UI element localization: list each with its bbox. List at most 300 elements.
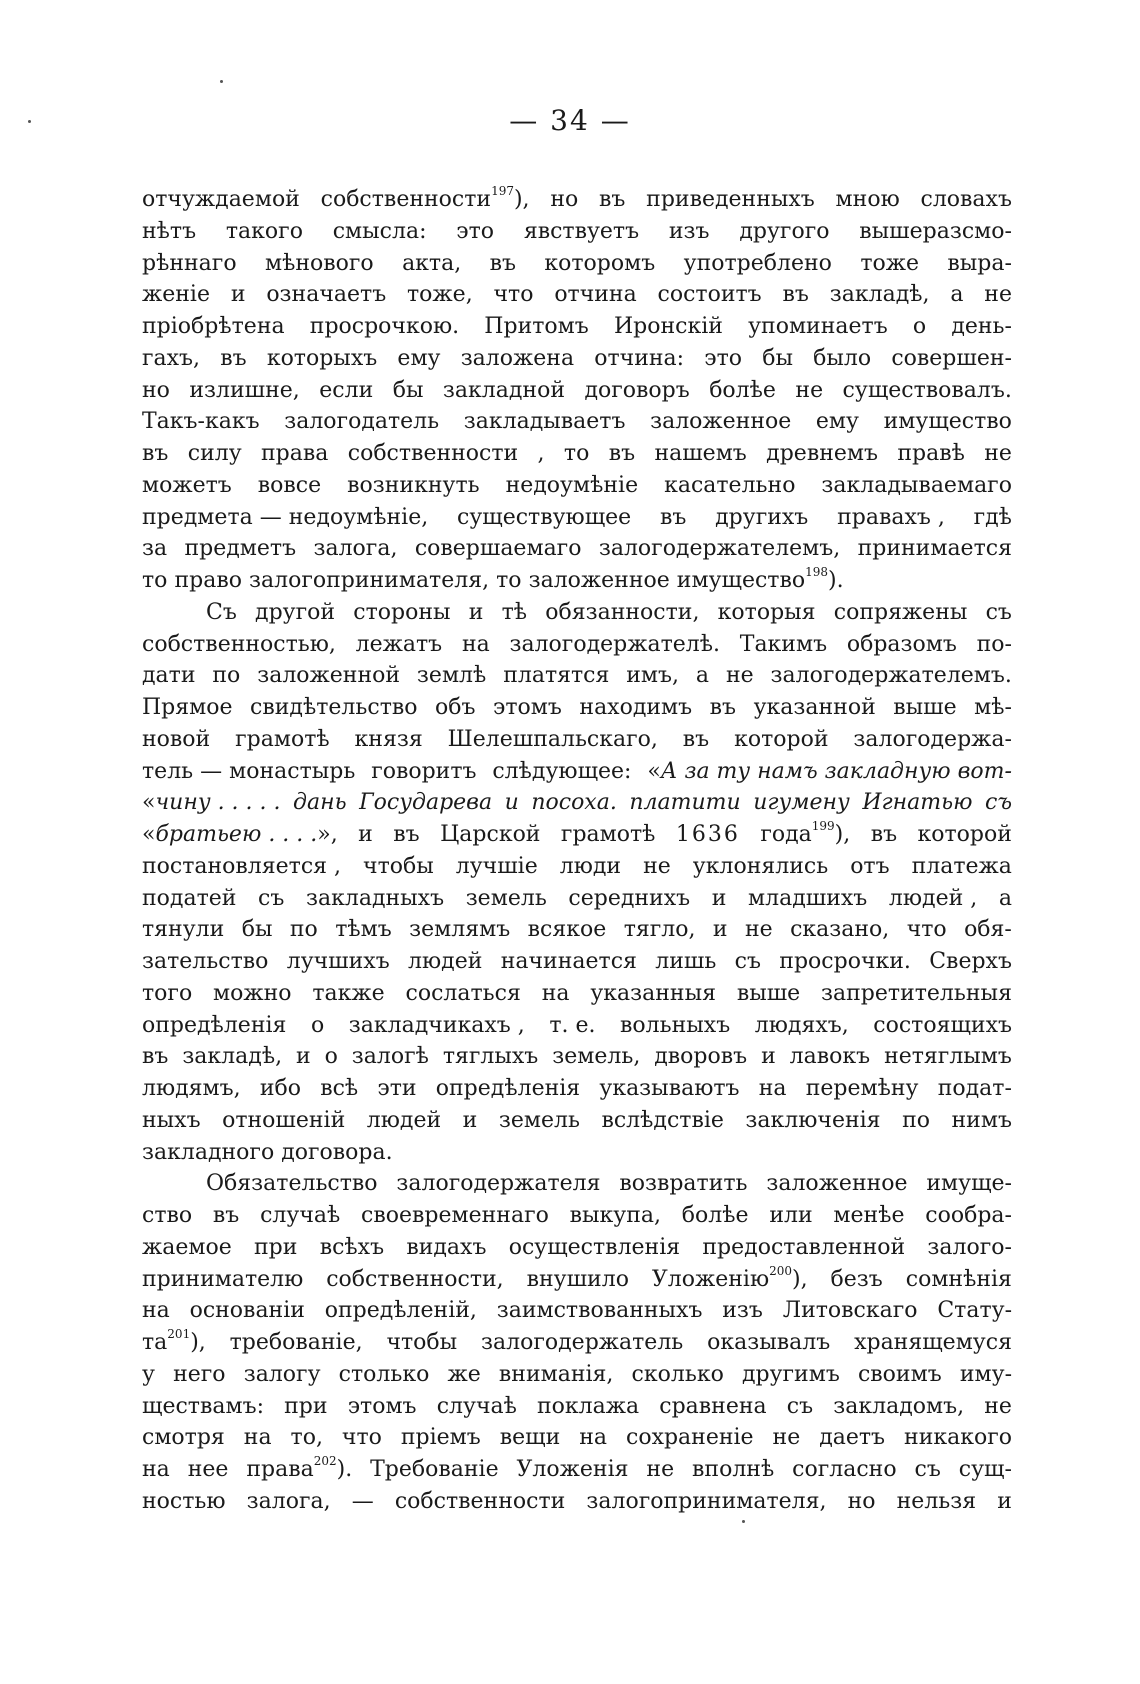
- footnote-ref: 202: [313, 1454, 337, 1468]
- word: изъ: [722, 1298, 763, 1324]
- word: землямъ: [409, 917, 511, 943]
- word: въ: [142, 441, 169, 466]
- word: у: [142, 1361, 155, 1387]
- word: сколько: [631, 1361, 724, 1387]
- word: можно: [213, 980, 292, 1006]
- word: право: [174, 568, 242, 593]
- word: на: [579, 1425, 608, 1451]
- word: мѣ-: [974, 695, 1012, 720]
- word: нѣтъ: [142, 218, 197, 244]
- word: что: [341, 1425, 382, 1451]
- word: указанныя: [590, 980, 716, 1006]
- word: лучшіе: [455, 853, 538, 879]
- word: лучшихъ: [286, 949, 390, 974]
- word: излишне,: [189, 377, 300, 403]
- word: не: [744, 917, 773, 943]
- word: заложенной: [257, 663, 401, 689]
- text-line: [142, 565, 1012, 597]
- word: по-: [976, 631, 1012, 657]
- word: въ: [393, 822, 420, 847]
- word: лишь: [655, 949, 717, 974]
- word: смысла:: [332, 218, 427, 244]
- word: другихъ: [715, 504, 809, 530]
- word: податей: [142, 885, 237, 911]
- word: оказывалъ: [707, 1330, 831, 1355]
- word: постановляется ,: [142, 853, 342, 879]
- word: сохраненіе: [626, 1425, 754, 1451]
- word: съ: [985, 790, 1012, 816]
- word: залогодатель: [284, 409, 440, 435]
- word: въ: [782, 282, 809, 308]
- word: иму-: [959, 1361, 1012, 1387]
- word: заложенное: [766, 1171, 908, 1197]
- word: залогу: [243, 1361, 321, 1387]
- word: въ: [870, 822, 898, 847]
- word: нимъ: [951, 1107, 1012, 1133]
- word: мною: [835, 187, 900, 212]
- text-line: [142, 1486, 1012, 1518]
- word: на: [541, 980, 570, 1006]
- word: состоящихъ: [873, 1012, 1012, 1038]
- word: собственности,: [326, 1266, 504, 1292]
- text-line: [142, 597, 1012, 629]
- word: выра-: [947, 250, 1012, 276]
- word: залогѣ: [351, 1044, 429, 1070]
- word: и: [462, 1107, 478, 1133]
- word: всякое: [527, 917, 607, 943]
- word: заимствованныхъ: [496, 1298, 703, 1324]
- word: сравнена: [659, 1393, 767, 1419]
- word: никакого: [904, 1425, 1012, 1451]
- word: заключенія: [745, 1107, 881, 1133]
- word: Такимъ: [739, 631, 828, 657]
- word: лежатъ: [355, 631, 443, 657]
- word: не: [772, 1425, 801, 1451]
- word: дань: [293, 790, 347, 816]
- text-line: [142, 1137, 1012, 1169]
- word: и: [711, 885, 727, 911]
- word: года$^{199}$),: [760, 819, 851, 847]
- word: тѣмъ: [335, 917, 392, 943]
- body-text: [142, 184, 1012, 1518]
- word: свидѣтельство: [250, 695, 418, 720]
- text-line: [142, 1264, 1012, 1296]
- word: въ: [489, 250, 516, 276]
- word: указываютъ: [599, 1076, 740, 1101]
- word: сообра-: [925, 1203, 1012, 1228]
- word: слѣдующее:: [492, 758, 632, 784]
- word: «чину . . . . .: [142, 790, 281, 816]
- word: и: [997, 1488, 1012, 1514]
- text-line: [142, 533, 1012, 565]
- word: имущество: [883, 409, 1012, 435]
- text-line: [142, 1391, 1012, 1423]
- word: правахъ ,: [837, 504, 945, 530]
- word: то: [142, 568, 168, 593]
- word: которой: [917, 822, 1012, 847]
- word: и: [712, 917, 728, 943]
- text-line: [142, 1041, 1012, 1073]
- word: но: [142, 377, 170, 403]
- word: въ: [659, 504, 687, 530]
- word: имущество$^{198}$).: [676, 565, 844, 593]
- word: но: [847, 1488, 876, 1514]
- word: сомнѣнія: [905, 1266, 1012, 1292]
- word: нельзя: [896, 1488, 977, 1514]
- word: не: [725, 663, 754, 689]
- word: людяхъ,: [754, 1012, 849, 1038]
- word: Сверхъ: [929, 949, 1012, 974]
- word: предоставленной: [702, 1234, 906, 1260]
- scan-speck: [742, 1520, 745, 1523]
- word: договора.: [281, 1139, 393, 1165]
- word: приведенныхъ: [646, 187, 815, 212]
- word: гдѣ: [973, 504, 1012, 530]
- word: и: [358, 822, 373, 847]
- word: это: [456, 218, 495, 244]
- word: пріобрѣтена: [142, 314, 285, 339]
- scan-speck: [220, 80, 223, 83]
- word: земель: [498, 1107, 580, 1133]
- word: Съ: [206, 599, 237, 625]
- word: чтобы: [386, 1330, 458, 1355]
- word: означаетъ: [266, 282, 387, 308]
- text-line: [142, 1168, 1012, 1200]
- word: болѣе: [709, 377, 776, 403]
- word: въ: [220, 345, 247, 371]
- word: землѣ: [416, 663, 487, 689]
- word: болѣе: [681, 1203, 749, 1228]
- word: тѣ: [501, 599, 528, 625]
- word: Литовскаго: [782, 1298, 918, 1324]
- word: было: [813, 345, 872, 371]
- word: возникнуть: [347, 472, 480, 498]
- word: которыхъ: [266, 345, 378, 371]
- word: закладѣ,: [829, 282, 930, 308]
- word: силу: [187, 441, 242, 466]
- word: тель — монастырь: [142, 758, 356, 784]
- word: на: [142, 1457, 170, 1482]
- word: выше: [893, 695, 957, 720]
- word: касательно: [664, 472, 796, 498]
- word: же: [447, 1361, 481, 1387]
- word: сказано,: [790, 917, 890, 943]
- word: нетяглымъ: [884, 1044, 1012, 1070]
- word: въ: [709, 695, 737, 720]
- word: которыя: [717, 599, 816, 625]
- word: то: [496, 568, 522, 593]
- word: случаѣ: [436, 1393, 517, 1419]
- word: мѣнового: [264, 250, 374, 276]
- text-line: [142, 914, 1012, 946]
- text-line: [142, 1422, 1012, 1454]
- word: въ: [599, 187, 626, 212]
- text-line: [142, 1105, 1012, 1137]
- word: возвратить: [619, 1171, 748, 1197]
- word: вовсе: [257, 472, 322, 498]
- word: при: [254, 1234, 298, 1260]
- text-line: [142, 1200, 1012, 1232]
- word: съ: [985, 599, 1012, 625]
- word: то,: [290, 1425, 323, 1451]
- word: не: [984, 441, 1012, 466]
- word: и: [504, 790, 519, 816]
- word: тягло,: [623, 917, 696, 943]
- word: съ: [914, 1457, 941, 1482]
- word: собственности: [394, 1488, 566, 1514]
- word: не: [795, 377, 824, 403]
- word: предметъ: [184, 536, 297, 562]
- word: случаѣ: [260, 1203, 341, 1228]
- word: явствуетъ: [523, 218, 640, 244]
- word: ностью: [142, 1488, 226, 1514]
- word: «братьею . . . .»,: [142, 822, 338, 847]
- word: залогодержателемъ.: [770, 663, 1012, 689]
- word: что: [493, 282, 534, 308]
- word: всѣхъ: [319, 1234, 385, 1260]
- word: безъ: [830, 1266, 883, 1292]
- word: также: [312, 980, 385, 1006]
- word: стороны: [353, 599, 451, 625]
- word: принимателю: [142, 1266, 304, 1292]
- text-line: [142, 470, 1012, 502]
- word: это: [704, 345, 743, 371]
- footnote-ref: 200: [769, 1263, 793, 1278]
- word: тоже,: [407, 282, 473, 308]
- word: посоха.: [531, 790, 617, 816]
- text-line: [142, 279, 1012, 311]
- footnote-ref: 197: [491, 184, 514, 198]
- text-line: [142, 216, 1012, 248]
- word: середнихъ: [568, 885, 691, 911]
- word: заложена: [460, 345, 575, 371]
- word: Стату-: [937, 1298, 1012, 1324]
- word: Обязательство: [206, 1171, 378, 1197]
- word: и: [230, 282, 246, 308]
- word: —: [351, 1488, 374, 1514]
- word: закладываемаго: [821, 472, 1012, 498]
- word: на: [461, 631, 490, 657]
- word: залого-: [927, 1234, 1012, 1260]
- word: эти: [377, 1076, 417, 1101]
- footnote-ref: 198: [805, 565, 829, 579]
- word: вслѣдствіе: [601, 1107, 724, 1133]
- word: согласно: [792, 1457, 897, 1482]
- text-line: [142, 184, 1012, 216]
- word: на: [243, 1425, 272, 1451]
- word: вниманія,: [498, 1361, 614, 1387]
- word: совершен-: [891, 345, 1012, 371]
- word: по: [902, 1107, 930, 1133]
- word: поклажа: [537, 1393, 640, 1419]
- word: состоитъ: [657, 282, 762, 308]
- word: упоминаетъ: [748, 314, 888, 339]
- word: которой: [734, 726, 829, 752]
- word: 1636: [675, 822, 740, 847]
- word: ему: [397, 345, 441, 371]
- word: права: [261, 441, 329, 466]
- word: менѣе: [833, 1203, 905, 1228]
- word: говоритъ: [371, 758, 477, 784]
- word: нее: [187, 1457, 229, 1482]
- word: тянули: [142, 917, 225, 943]
- word: рѣннаго: [142, 250, 237, 276]
- text-line: [142, 248, 1012, 280]
- word: залогодержателѣ.: [509, 631, 721, 657]
- text-line: [142, 1073, 1012, 1105]
- word: но: [550, 187, 579, 212]
- word: при: [284, 1393, 328, 1419]
- word: ибо: [259, 1076, 302, 1101]
- word: другого: [739, 218, 830, 244]
- word: тоже: [860, 250, 919, 276]
- word: грамотѣ: [560, 822, 656, 847]
- word: Государева: [359, 790, 493, 816]
- word: словахъ: [920, 187, 1012, 212]
- word: сослаться: [405, 980, 521, 1006]
- word: игумену: [753, 790, 850, 816]
- word: древнемъ: [766, 441, 878, 466]
- word: собственности: [347, 441, 519, 466]
- word: основаніи: [189, 1298, 305, 1324]
- word: не: [984, 282, 1012, 308]
- word: дати: [142, 663, 196, 689]
- word: платежа: [911, 853, 1012, 879]
- word: правѣ: [897, 441, 965, 466]
- word: о: [310, 1012, 325, 1038]
- word: т. е.: [549, 1012, 596, 1038]
- word: люди: [559, 853, 622, 879]
- word: съ: [734, 949, 761, 974]
- word: осуществленія: [508, 1234, 681, 1260]
- word: по: [289, 917, 318, 943]
- word: $та^{201}$),: [142, 1327, 206, 1355]
- word: смотря: [142, 1425, 225, 1451]
- word: закладѣ,: [182, 1044, 283, 1070]
- word: залогодержателемъ,: [598, 536, 841, 562]
- word: заложенное: [650, 409, 792, 435]
- word: другимъ: [741, 1361, 840, 1387]
- text-line: [142, 819, 1012, 851]
- word: указанной: [753, 695, 876, 720]
- word: за: [142, 536, 168, 562]
- word: гахъ,: [142, 345, 201, 371]
- text-line: [142, 883, 1012, 915]
- word: закладчикахъ ,: [348, 1012, 525, 1038]
- word: обя-: [964, 917, 1012, 943]
- word: залога,: [246, 1488, 331, 1514]
- word: уклонялись: [692, 853, 829, 879]
- word: въ: [682, 726, 710, 752]
- word: всѣ: [320, 1076, 359, 1101]
- text-line: [142, 692, 1012, 724]
- word: выше: [736, 980, 801, 1006]
- word: отчина:: [594, 345, 685, 371]
- word: залогодержатель: [481, 1330, 684, 1355]
- word: Иронскій: [613, 314, 723, 339]
- word: не: [643, 853, 671, 879]
- word: ство: [142, 1203, 193, 1228]
- word: съ: [786, 1393, 814, 1419]
- word: жаемое: [142, 1234, 232, 1260]
- word: о: [912, 314, 927, 339]
- word: а: [695, 663, 710, 689]
- word: о: [324, 1044, 338, 1070]
- word: въ: [142, 1044, 169, 1070]
- word: закладываетъ: [463, 409, 626, 435]
- text-line: [142, 629, 1012, 661]
- word: Требованіе: [370, 1457, 499, 1482]
- word: хранящемуся: [854, 1330, 1012, 1355]
- text-line: [142, 724, 1012, 756]
- text-line: [142, 787, 1012, 819]
- text-line: [142, 946, 1012, 978]
- word: этомъ: [347, 1393, 417, 1419]
- word: залогодержа-: [853, 726, 1012, 752]
- word: просрочки.: [779, 949, 911, 974]
- word: бы: [762, 345, 793, 371]
- word: опредѣленія: [435, 1076, 581, 1101]
- word: «А за ту намъ закладную вот-: [647, 758, 1012, 784]
- word: вполнѣ: [692, 1457, 775, 1482]
- word: существующее: [457, 504, 632, 530]
- word: совершаемаго: [414, 536, 582, 562]
- word: залогодержателя: [396, 1171, 601, 1197]
- word: нашемъ: [654, 441, 747, 466]
- word: Притомъ: [484, 314, 589, 339]
- word: даетъ: [819, 1425, 886, 1451]
- word: или: [769, 1203, 813, 1228]
- word: образомъ: [846, 631, 957, 657]
- text-line: [142, 1327, 1012, 1359]
- text-line: [142, 1359, 1012, 1391]
- word: съ: [258, 885, 285, 911]
- text-line: [142, 756, 1012, 788]
- text-line: [142, 1454, 1012, 1486]
- word: и: [761, 1044, 776, 1070]
- text-line: [142, 1010, 1012, 1042]
- word: женіе: [142, 282, 210, 308]
- word: находимъ: [579, 695, 693, 720]
- word: грамотѣ: [235, 726, 330, 752]
- page-number: — 34 —: [509, 104, 631, 137]
- word: собственностью,: [142, 631, 336, 657]
- word: такого: [225, 218, 303, 244]
- word: столько: [338, 1361, 430, 1387]
- word: выкупа,: [569, 1203, 661, 1228]
- word: пріемъ: [400, 1425, 481, 1451]
- word: тяглыхъ: [442, 1044, 539, 1070]
- word: платити: [629, 790, 741, 816]
- word: закладныхъ: [305, 885, 445, 911]
- word: Шелешпальскаго,: [447, 726, 658, 752]
- word: него: [173, 1361, 226, 1387]
- word: платятся: [503, 663, 610, 689]
- text-line: [142, 660, 1012, 692]
- word: вещи: [499, 1425, 561, 1451]
- word: людей ,: [888, 885, 978, 911]
- word: вольныхъ: [620, 1012, 731, 1038]
- word: собственности$^{197}$),: [320, 184, 530, 212]
- word: то: [563, 441, 590, 466]
- word: предмета — недоумѣніе,: [142, 504, 429, 530]
- word: а: [950, 282, 964, 308]
- word: въ: [608, 441, 636, 466]
- word: обязанности,: [545, 599, 700, 625]
- word: а: [998, 885, 1012, 911]
- word: видахъ: [406, 1234, 487, 1260]
- word: людей: [408, 949, 483, 974]
